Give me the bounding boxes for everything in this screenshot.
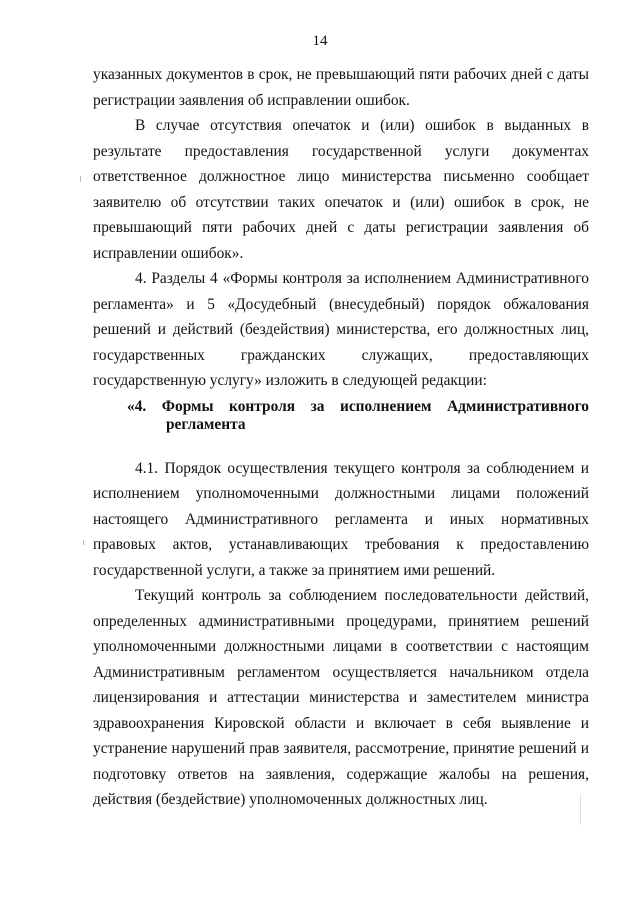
document-body [93, 62, 589, 813]
scan-artifact-right [580, 795, 581, 825]
paragraph-4-1: 4.1. Порядок осуществления текущего контроля за соблюдением и исполнением уполномоченными должностными лицами положений настоящего Административного регламента и иных нормативных правовых актов, устанавливающих требования к предоставлению государственной услуги, а также за принятием ими решений. [93, 459, 589, 579]
page-number: 14 [312, 33, 328, 49]
section-heading-line2: регламента [166, 415, 246, 433]
scan-artifact-left [80, 176, 81, 182]
paragraph-current-control: Текущий контроль за соблюдением последовательности действий, определенных административными процедурами, принятием решений уполномоченными должностными лицами в соответствии с настоящим Административным регламентом осуществляется начальником отдела лицензирования и аттестации министерства и заместителем министра здравоохранения Кировской области и включает в себя выявление и устранение нарушений прав заявителя, рассмотрение, принятие решений и подготовку ответов на заявления, содержащие жалобы на решения, действия (бездействие) уполномоченных должностных лиц. [93, 587, 589, 808]
scan-artifact-left-lower [83, 540, 84, 545]
section-heading [93, 398, 589, 434]
paragraph-no-errors: В случае отсутствия опечаток и (или) ошибок в выданных в результате предоставления государственной услуги документах ответственное должностное лицо министерства письменно сообщает заявителю об отсутствии таких опечаток и (или) ошибок в срок, не превышающий пяти рабочих дней с даты регистрации заявления об исправлении ошибок». [93, 117, 589, 262]
paragraph-continuation: указанных документов в срок, не превышающий пяти рабочих дней с даты регистрации заявления об исправлении ошибок. [93, 66, 589, 109]
paragraph-sections-amendment: 4. Разделы 4 «Формы контроля за исполнением Административного регламента» и 5 «Досудебный (внесудебный) порядок обжалования решений и действий (бездействия) министерства, его должностных лиц, государственных гражданских служащих, предоставляющих государственную услугу» изложить в следующей редакции: [93, 270, 589, 389]
section-heading-line1: «4. Формы контроля за исполнением Административного [127, 397, 589, 415]
